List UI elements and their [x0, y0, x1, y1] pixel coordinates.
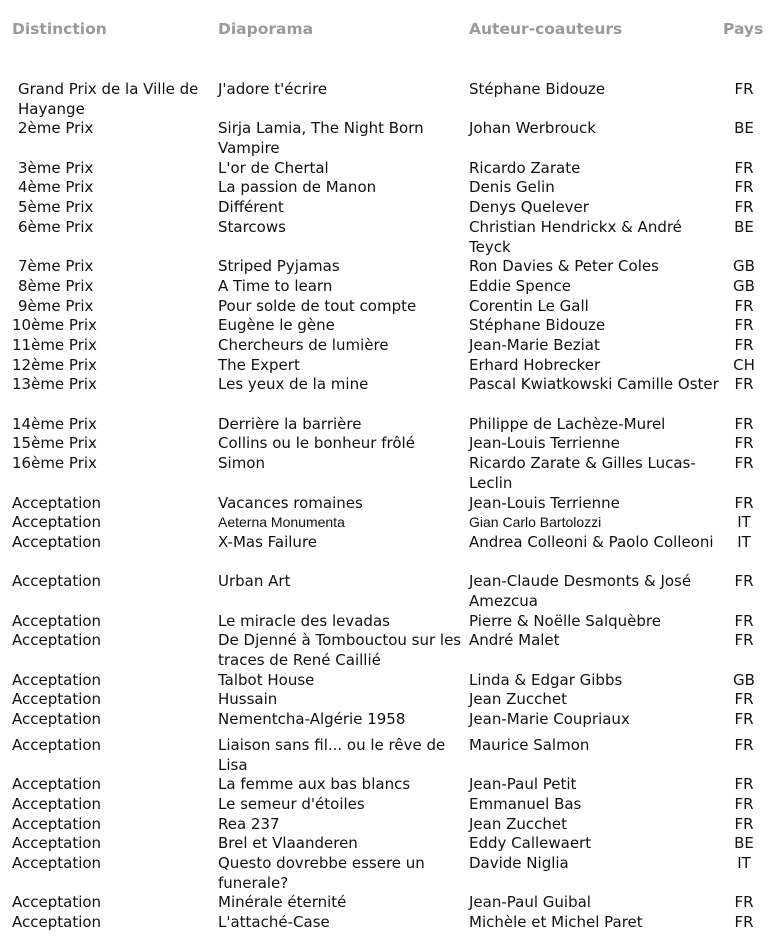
cell-pays: FR: [734, 572, 754, 591]
cell-pays: FR: [734, 690, 754, 709]
cell-pays: FR: [734, 80, 754, 98]
cell-auteurs: Jean-Paul Petit: [469, 775, 577, 794]
cell-distinction: Acceptation: [12, 893, 102, 912]
table-row: [0, 257, 772, 277]
cell-auteurs: Ricardo Zarate: [469, 158, 581, 177]
cell-auteurs: Andrea Colleoni & Paolo Colleoni: [469, 532, 714, 551]
table-row: [0, 671, 772, 691]
cell-diaporama: Différent: [218, 198, 284, 217]
cell-auteurs: Jean-Marie Beziat: [469, 335, 600, 354]
table-row: [0, 612, 772, 632]
cell-diaporama: Minérale éternité: [218, 893, 347, 912]
table-header: [0, 20, 772, 42]
table-row: [0, 297, 772, 317]
cell-diaporama: Collins ou le bonheur frôlé: [218, 434, 415, 453]
cell-diaporama: Simon: [218, 454, 265, 473]
cell-diaporama: A Time to learn: [218, 276, 333, 295]
table-row: [0, 218, 772, 257]
cell-distinction: Acceptation: [12, 814, 102, 833]
header-diaporama: Diaporama: [218, 20, 314, 38]
cell-distinction: 2ème Prix: [18, 119, 94, 138]
table-row: [0, 198, 772, 218]
cell-pays: BE: [734, 119, 754, 138]
table-row: [0, 277, 772, 297]
table-row: [0, 494, 772, 514]
cell-diaporama: Le miracle des levadas: [218, 611, 390, 630]
cell-pays: FR: [734, 735, 754, 754]
table-row: [0, 375, 772, 414]
cell-diaporama: Le semeur d'étoiles: [218, 794, 365, 813]
cell-pays: BE: [734, 217, 754, 236]
cell-auteurs: Stéphane Bidouze: [469, 316, 606, 335]
cell-pays: FR: [734, 158, 754, 177]
cell-auteurs: Gian Carlo Bartolozzi: [469, 514, 602, 531]
cell-auteurs: Ron Davies & Peter Coles: [469, 257, 659, 276]
table-row: [0, 631, 772, 670]
cell-pays: FR: [734, 775, 754, 794]
cell-auteurs: Pierre & Noëlle Salquèbre: [469, 611, 661, 630]
cell-auteurs: Jean-Louis Terrienne: [469, 434, 620, 453]
cell-distinction: Acceptation: [12, 513, 102, 532]
cell-auteurs: Jean-Claude Desmonts & José Amezcua: [469, 572, 692, 610]
cell-diaporama: Talbot House: [218, 670, 315, 689]
cell-distinction: 4ème Prix: [18, 178, 94, 197]
cell-pays: FR: [734, 913, 754, 932]
table-row: [0, 533, 772, 572]
cell-auteurs: Jean-Paul Guibal: [469, 893, 591, 912]
cell-auteurs: Ricardo Zarate & Gilles Lucas-Leclin: [469, 454, 696, 492]
cell-distinction: Acceptation: [12, 572, 102, 591]
cell-auteurs: Michèle et Michel Paret: [469, 913, 643, 932]
cell-diaporama: Brel et Vlaanderen: [218, 834, 358, 853]
table-row: [0, 356, 772, 376]
table-row: [0, 854, 772, 893]
cell-distinction: 10ème Prix: [12, 316, 97, 335]
cell-diaporama: Derrière la barrière: [218, 414, 362, 433]
cell-pays: GB: [733, 257, 755, 276]
cell-distinction: Acceptation: [12, 493, 102, 512]
cell-diaporama: Eugène le gène: [218, 316, 335, 335]
cell-auteurs: Denis Gelin: [469, 178, 555, 197]
cell-pays: BE: [734, 834, 754, 853]
cell-pays: FR: [734, 198, 754, 217]
cell-pays: FR: [734, 631, 754, 650]
cell-diaporama: La femme aux bas blancs: [218, 775, 411, 794]
cell-pays: FR: [734, 794, 754, 813]
table-row: [0, 159, 772, 179]
table-row: [0, 119, 772, 158]
table-row: [0, 316, 772, 336]
table-row: [0, 690, 772, 710]
cell-pays: FR: [734, 611, 754, 630]
table-row: [0, 513, 772, 533]
cell-pays: FR: [734, 454, 754, 473]
table-row: [0, 775, 772, 795]
cell-pays: FR: [734, 335, 754, 354]
cell-auteurs: Eddie Spence: [469, 276, 571, 295]
cell-distinction: 11ème Prix: [12, 335, 97, 354]
cell-distinction: Acceptation: [12, 611, 102, 630]
cell-pays: IT: [737, 532, 751, 551]
cell-pays: FR: [734, 710, 754, 729]
cell-diaporama: Sirja Lamia, The Night Born Vampire: [218, 119, 424, 158]
cell-auteurs: Denys Quelever: [469, 198, 589, 217]
cell-distinction: Acceptation: [12, 794, 102, 813]
cell-pays: IT: [737, 853, 751, 872]
cell-diaporama: La passion de Manon: [218, 178, 377, 197]
header-auteurs: Auteur-coauteurs: [469, 20, 623, 38]
cell-distinction: Acceptation: [12, 631, 102, 650]
cell-diaporama: Rea 237: [218, 814, 280, 833]
cell-pays: FR: [734, 178, 754, 197]
cell-auteurs: Johan Werbrouck: [469, 119, 596, 138]
table-row: [0, 834, 772, 854]
cell-diaporama: Aeterna Monumenta: [218, 514, 345, 531]
cell-pays: FR: [734, 493, 754, 512]
cell-auteurs: André Malet: [469, 631, 560, 650]
cell-distinction: Grand Prix de la Ville de Hayange: [18, 80, 199, 118]
cell-pays: GB: [733, 670, 755, 689]
header-pays: Pays: [723, 20, 764, 38]
cell-distinction: 3ème Prix: [18, 158, 94, 177]
cell-pays: FR: [734, 893, 754, 912]
cell-diaporama: Starcows: [218, 217, 286, 236]
table-row: [0, 454, 772, 493]
cell-diaporama: L'attaché-Case: [218, 913, 330, 932]
cell-distinction: 13ème Prix: [12, 375, 97, 394]
cell-diaporama: De Djenné à Tombouctou sur les traces de René Caillié: [218, 631, 462, 670]
cell-distinction: 8ème Prix: [18, 276, 94, 295]
cell-pays: CH: [733, 355, 755, 374]
cell-auteurs: Jean Zucchet: [469, 814, 568, 833]
table-row: [0, 893, 772, 913]
cell-auteurs: Linda & Edgar Gibbs: [469, 670, 623, 689]
cell-auteurs: Jean-Marie Coupriaux: [469, 710, 630, 729]
table-row: [0, 415, 772, 435]
cell-distinction: 16ème Prix: [12, 454, 97, 473]
cell-auteurs: Erhard Hobrecker: [469, 355, 601, 374]
table-row: [0, 913, 772, 933]
cell-distinction: 5ème Prix: [18, 198, 94, 217]
table-row: [0, 815, 772, 835]
cell-distinction: Acceptation: [12, 735, 102, 754]
cell-diaporama: L'or de Chertal: [218, 158, 329, 177]
table-row: [0, 710, 772, 730]
cell-auteurs: Emmanuel Bas: [469, 794, 582, 813]
cell-auteurs: Stéphane Bidouze: [469, 80, 606, 98]
header-distinction: Distinction: [12, 20, 107, 38]
table-row: [0, 736, 772, 775]
cell-diaporama: Chercheurs de lumière: [218, 335, 389, 354]
cell-distinction: 14ème Prix: [12, 414, 97, 433]
cell-diaporama: Les yeux de la mine: [218, 375, 369, 394]
cell-distinction: 9ème Prix: [18, 296, 94, 315]
cell-pays: FR: [734, 414, 754, 433]
cell-distinction: Acceptation: [12, 913, 102, 932]
cell-pays: FR: [734, 296, 754, 315]
table-row: [0, 178, 772, 198]
table-row: [0, 795, 772, 815]
cell-auteurs: Corentin Le Gall: [469, 296, 589, 315]
cell-pays: FR: [734, 316, 754, 335]
cell-diaporama: X-Mas Failure: [218, 532, 318, 551]
table-row: [0, 572, 772, 611]
cell-auteurs: Jean-Louis Terrienne: [469, 493, 620, 512]
table-row: [0, 80, 772, 119]
cell-distinction: 7ème Prix: [18, 257, 94, 276]
cell-distinction: Acceptation: [12, 710, 102, 729]
cell-auteurs: Pascal Kwiatkowski Camille Oster: [469, 375, 719, 394]
cell-diaporama: Pour solde de tout compte: [218, 296, 417, 315]
cell-auteurs: Philippe de Lachèze-Murel: [469, 414, 666, 433]
cell-pays: IT: [737, 513, 751, 532]
cell-pays: FR: [734, 434, 754, 453]
cell-diaporama: Striped Pyjamas: [218, 257, 340, 276]
results-table: [0, 80, 772, 933]
cell-distinction: 12ème Prix: [12, 355, 97, 374]
cell-auteurs: Jean Zucchet: [469, 690, 568, 709]
cell-auteurs: Maurice Salmon: [469, 735, 590, 754]
cell-diaporama: The Expert: [218, 355, 300, 374]
cell-distinction: Acceptation: [12, 532, 102, 551]
cell-auteurs: Davide Niglia: [469, 853, 569, 872]
cell-diaporama: Liaison sans fil... ou le rêve de Lisa: [218, 735, 446, 774]
cell-distinction: Acceptation: [12, 775, 102, 794]
cell-pays: GB: [733, 276, 755, 295]
cell-auteurs: Christian Hendrickx & André Teyck: [469, 217, 682, 256]
cell-auteurs: Eddy Callewaert: [469, 834, 592, 853]
cell-distinction: 6ème Prix: [18, 217, 94, 236]
cell-pays: FR: [734, 814, 754, 833]
cell-distinction: Acceptation: [12, 670, 102, 689]
cell-distinction: Acceptation: [12, 853, 102, 872]
cell-distinction: 15ème Prix: [12, 434, 97, 453]
table-row: [0, 336, 772, 356]
cell-diaporama: Questo dovrebbe essere un funerale?: [218, 853, 425, 892]
cell-diaporama: J'adore t'écrire: [218, 80, 328, 98]
cell-diaporama: Urban Art: [218, 572, 291, 591]
cell-pays: FR: [734, 375, 754, 394]
cell-diaporama: Vacances romaines: [218, 493, 363, 512]
cell-diaporama: Hussain: [218, 690, 278, 709]
cell-distinction: Acceptation: [12, 690, 102, 709]
cell-distinction: Acceptation: [12, 834, 102, 853]
cell-diaporama: Nementcha-Algérie 1958: [218, 710, 406, 729]
table-row: [0, 434, 772, 454]
